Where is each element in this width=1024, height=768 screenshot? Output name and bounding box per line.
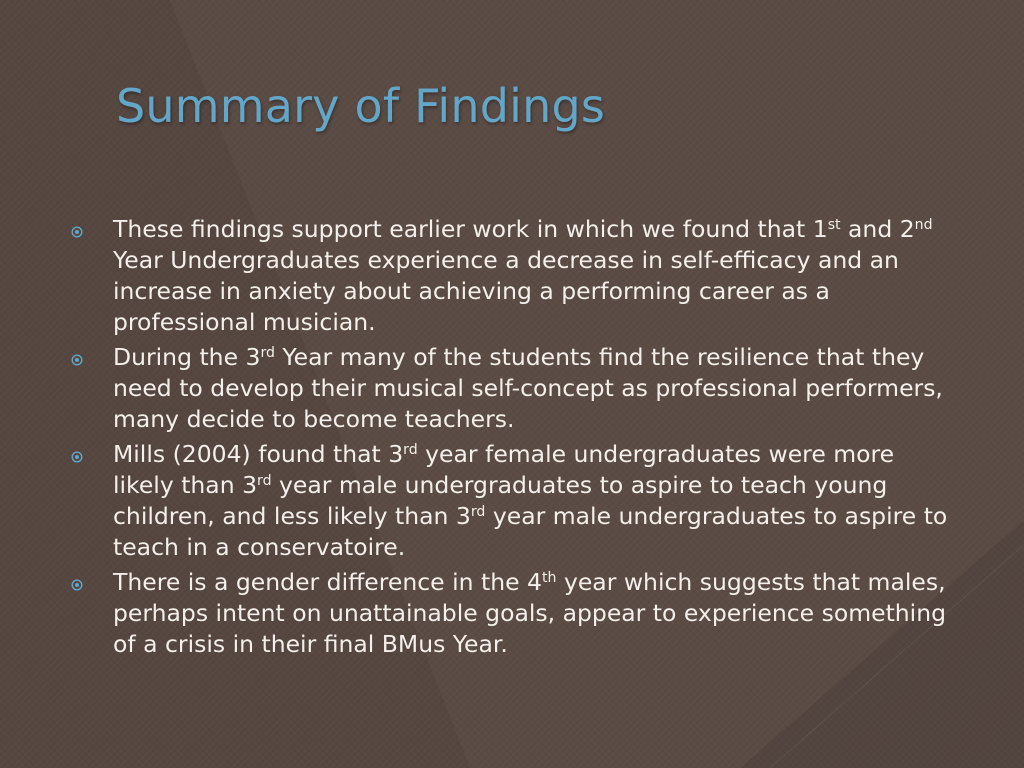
superscript: st bbox=[827, 217, 841, 234]
bullet-text: There is a gender difference in the 4 bbox=[113, 568, 542, 596]
bullet-item bbox=[70, 214, 960, 338]
bullet-text: year male undergraduates to aspire to teach in a conservatoire. bbox=[113, 502, 948, 561]
bullet-item bbox=[70, 439, 960, 563]
superscript: rd bbox=[260, 345, 275, 362]
superscript: rd bbox=[403, 442, 418, 459]
slide-title: Summary of Findings bbox=[116, 79, 606, 133]
bullet-text: During the 3 bbox=[113, 343, 261, 371]
bullet-text: Year many of the students find the resilience that they need to develop their musical self-concept as professional performers, many decide to become teachers. bbox=[113, 343, 943, 433]
superscript: rd bbox=[470, 504, 486, 521]
bullet-text: year which suggests that males, perhaps intent on unattainable goals, appear to experience something of a crisis in their final BMus Year. bbox=[113, 568, 947, 658]
bullet-circle-icon bbox=[71, 354, 83, 366]
bullet-list bbox=[70, 214, 960, 664]
bullet-text: and 2 bbox=[840, 215, 915, 243]
bullet-text: Year Undergraduates experience a decrease in self-efficacy and an increase in anxiety about achieving a performing career as a professional musician. bbox=[113, 246, 899, 336]
bullet-item bbox=[70, 567, 960, 660]
superscript: nd bbox=[914, 217, 933, 234]
bullet-circle-icon bbox=[71, 226, 83, 238]
bullet-item bbox=[70, 342, 960, 435]
superscript: rd bbox=[257, 473, 272, 490]
bullet-text: year female undergraduates were more likely than 3 bbox=[113, 440, 895, 499]
bullet-circle-icon bbox=[71, 579, 83, 591]
bullet-text: year male undergraduates to aspire to teach young children, and less likely than 3 bbox=[113, 471, 888, 530]
superscript: th bbox=[542, 570, 557, 587]
bullet-text: These findings support earlier work in which we found that 1 bbox=[113, 215, 828, 243]
bullet-text: Mills (2004) found that 3 bbox=[113, 440, 404, 468]
bullet-circle-icon bbox=[71, 451, 83, 463]
